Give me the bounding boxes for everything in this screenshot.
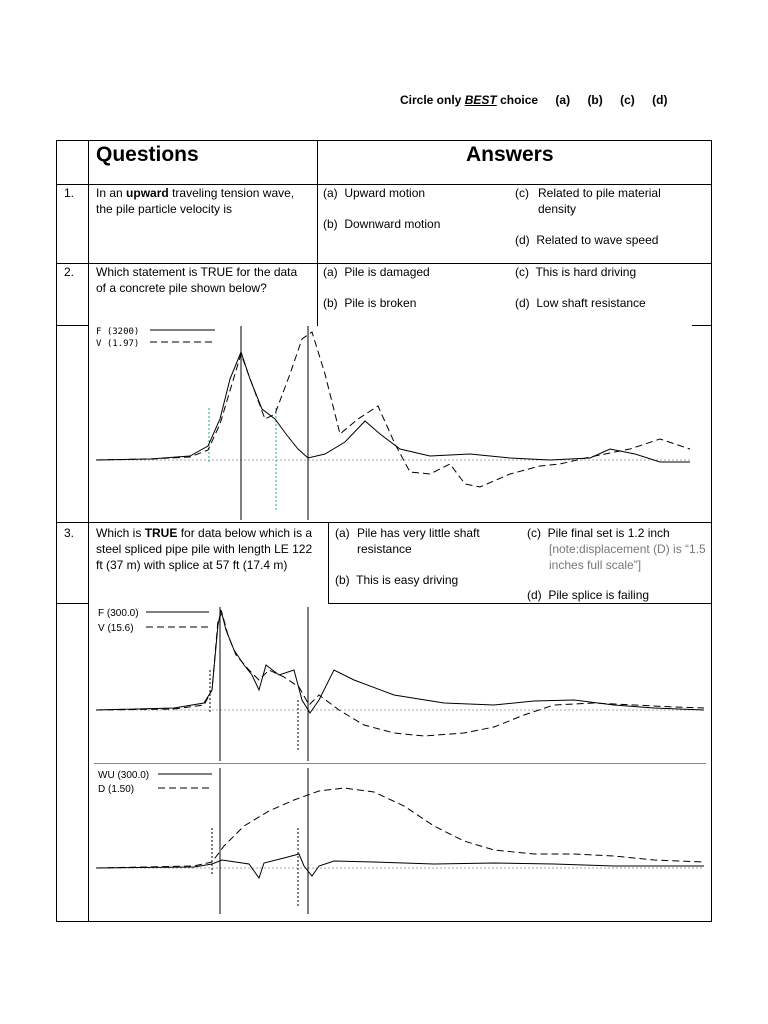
q2-chart-legend-v: V (1.97) [96,339,140,349]
q3-chart1-legend-v: V (15.6) [98,623,134,634]
q3-number: 3. [64,526,75,540]
header-answers: Answers [466,143,554,166]
q2-chart [90,324,702,520]
instruction-line [400,93,667,107]
q3-chart2-legend-wu: WU (300.0) [98,770,150,781]
q2-answer-c: (c) This is hard driving [515,265,637,279]
q3-answer-a: Pile has very little shaft resistance [357,526,480,556]
q3-chart2-legend-d: D (1.50) [98,784,135,795]
q3-answer-a-letter: (a) [335,526,350,540]
q3-text: Which is TRUE for data below which is a steel spliced pipe pile with length LE 122 ft (37 m) with splice at 57 ft (17.4 m) [96,526,313,572]
q1-answer-d: (d) Related to wave speed [515,233,659,247]
q3-chart1-series-f [96,610,704,713]
q2-chart-series-v [96,332,690,487]
q2-chart-legend-f: F (3200) [96,327,140,337]
q3-answer-c: (c) Pile final set is 1.2 inch [527,526,670,540]
instruction-option-c: (c) [620,93,635,107]
q1-answer-b: (b) Downward motion [323,217,441,231]
instruction-option-a: (a) [555,93,571,107]
q2-answer-d: (d) Low shaft resistance [515,296,646,310]
q1-text: In an upward traveling tension wave, the pile particle velocity is [96,186,295,216]
instruction-suffix: choice [500,93,539,107]
q1-answer-c: Related to pile material density [538,186,661,216]
q3-chart-force-velocity [94,605,706,761]
q2-text: Which statement is TRUE for the data of a concrete pile shown below? [96,265,298,295]
q3-answer-d: (d) Pile splice is failing [527,588,650,602]
instruction-prefix: Circle only [400,93,462,107]
q2-answer-a: (a) Pile is damaged [323,265,430,279]
q2-answer-b: (b) Pile is broken [323,296,417,310]
q2-number: 2. [64,265,75,279]
q1-answer-c-letter: (c) [515,186,529,200]
instruction-option-b: (b) [587,93,603,107]
q3-answer-c-note: [note:displacement (D) is “1.5 inches full scale”] [549,542,706,572]
header-questions: Questions [96,143,199,166]
q1-number: 1. [64,186,75,200]
q3-answer-b: (b) This is easy driving [335,573,459,587]
q2-chart-series-f [96,352,690,462]
q3-chart-separator [94,763,706,764]
q3-chart2-series-d [96,788,704,868]
q3-chart-wave-displacement [94,766,706,914]
instruction-emphasis: BEST [464,93,497,107]
q3-chart1-series-v [96,613,704,736]
q3-chart1-legend-f: F (300.0) [98,608,139,619]
instruction-option-d: (d) [652,93,668,107]
q1-answer-a: (a) Upward motion [323,186,426,200]
